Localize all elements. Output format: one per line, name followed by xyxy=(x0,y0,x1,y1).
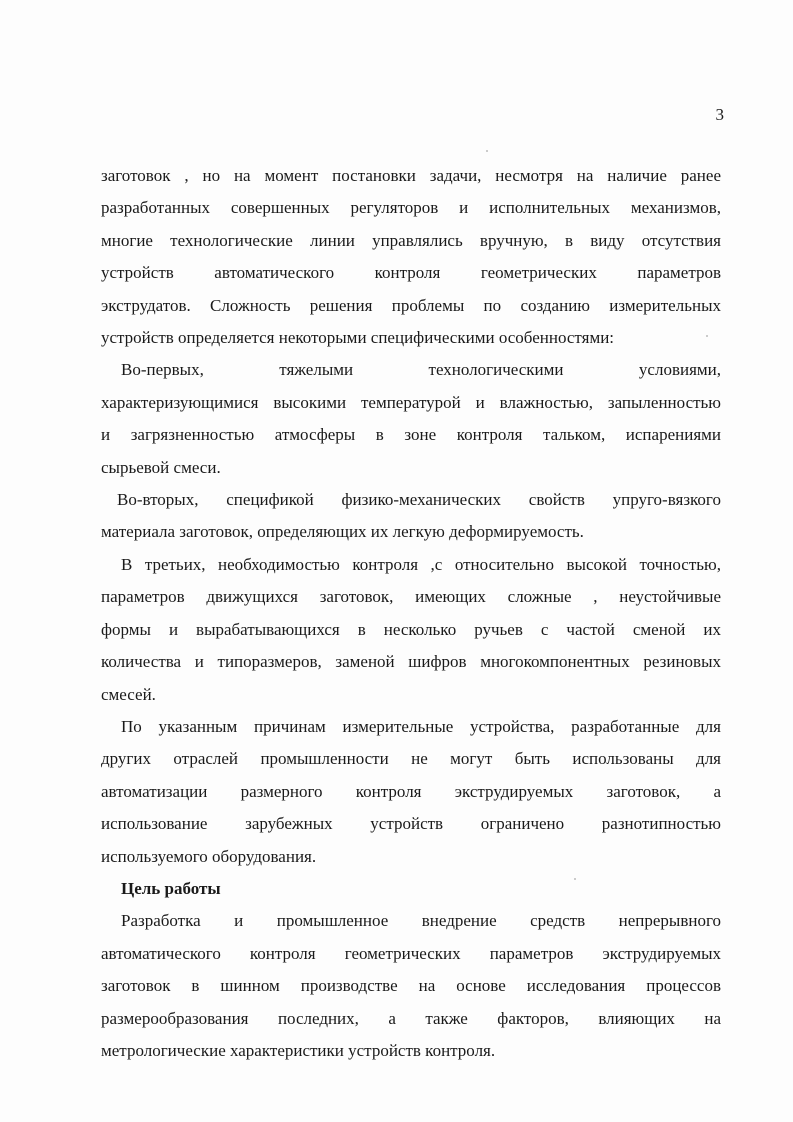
text-line: характеризующимися высокими температурой и влажностью, запыленностью xyxy=(101,392,721,412)
text-line: количества и типоразмеров, заменой шифров многокомпонентных резиновых xyxy=(101,652,721,672)
text-line: использование зарубежных устройств ограничено разнотипностью xyxy=(101,814,721,834)
text-line: формы и вырабатывающихся в несколько ручьев с частой сменой их xyxy=(101,619,721,639)
text-line: многие технологические линии управлялись вручную, в виду отсутствия xyxy=(101,230,721,250)
text-line: смесей. xyxy=(101,684,156,704)
paragraph-2 xyxy=(101,354,721,484)
paragraph-3 xyxy=(101,484,721,549)
text-line: размерообразования последних, а также факторов, влияющих на xyxy=(101,1008,721,1028)
text-line: автоматического контроля геометрических параметров экструдируемых xyxy=(101,943,721,963)
text-line: автоматизации размерного контроля экструдируемых заготовок, а xyxy=(101,781,721,801)
body-text xyxy=(101,160,721,1067)
text-line: метрологические характеристики устройств контроля. xyxy=(101,1040,496,1060)
text-line: заготовок в шинном производстве на основе исследования процессов xyxy=(101,976,721,996)
text-line: Разработка и промышленное внедрение средств непрерывного xyxy=(121,911,721,931)
paragraph-1 xyxy=(101,160,721,354)
scan-speck xyxy=(706,335,708,337)
text-line: устройств автоматического контроля геометрических параметров xyxy=(101,263,721,283)
paragraph-5 xyxy=(101,711,721,873)
paragraph-4 xyxy=(101,549,721,711)
text-line: Во-вторых, спецификой физико-механических свойств упруго-вязкого xyxy=(117,490,721,510)
section-paragraph xyxy=(101,905,721,1067)
text-line: разработанных совершенных регуляторов и исполнительных механизмов, xyxy=(101,198,721,218)
text-line: параметров движущихся заготовок, имеющих сложные , неустойчивые xyxy=(101,587,721,607)
text-line: Во-первых, тяжелыми технологическими условиями, xyxy=(121,360,721,380)
text-line: сырьевой смеси. xyxy=(101,457,221,477)
text-line: используемого оборудования. xyxy=(101,846,317,866)
text-line: материала заготовок, определяющих их легкую деформируемость. xyxy=(101,522,584,542)
scan-speck xyxy=(486,150,488,152)
scan-speck xyxy=(574,878,576,880)
text-line: В третьих, необходимостью контроля ,с относительно высокой точностью, xyxy=(121,554,721,574)
text-line: заготовок , но на момент постановки задачи, несмотря на наличие ранее xyxy=(101,166,721,185)
text-line: устройств определяется некоторыми специфическими особенностями: xyxy=(101,328,615,348)
text-line: других отраслей промышленности не могут быть использованы для xyxy=(101,749,721,769)
text-line: По указанным причинам измерительные устройства, разработанные для xyxy=(121,716,721,736)
text-line: экструдатов. Сложность решения проблемы по созданию измерительных xyxy=(101,295,721,315)
page-number: 3 xyxy=(715,105,724,124)
text-line: и загрязненностью атмосферы в зоне контроля тальком, испарениями xyxy=(101,425,721,445)
section-heading: Цель работы xyxy=(121,878,221,898)
